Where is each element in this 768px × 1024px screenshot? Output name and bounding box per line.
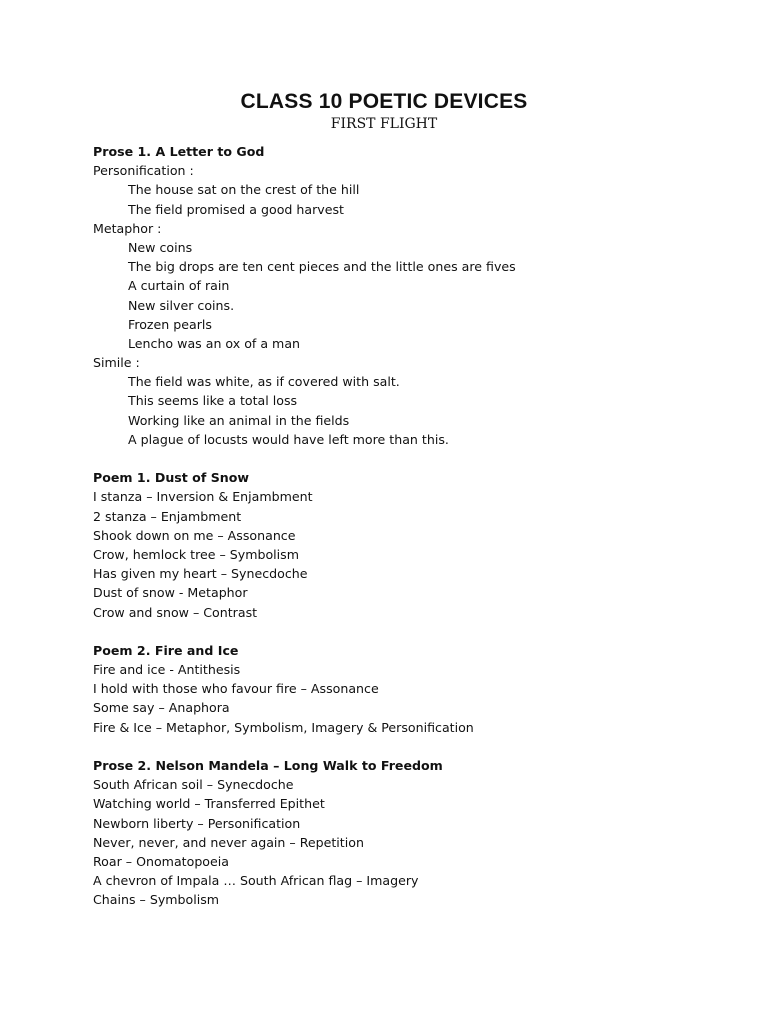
- list-item: Newborn liberty – Personification: [93, 815, 301, 831]
- page-subtitle: FIRST FLIGHT: [330, 116, 438, 132]
- list-item: Lencho was an ox of a man: [128, 335, 301, 351]
- list-item: Fire and ice - Antithesis: [93, 662, 241, 678]
- section-heading: Prose 2. Nelson Mandela – Long Walk to Freedom: [93, 758, 443, 773]
- group-label: Simile :: [93, 355, 140, 371]
- list-item: New silver coins.: [128, 297, 235, 313]
- list-item: The field was white, as if covered with salt.: [128, 374, 400, 390]
- page-title: CLASS 10 POETIC DEVICES: [240, 90, 528, 113]
- list-item: Shook down on me – Assonance: [93, 527, 296, 543]
- group-label: Personification :: [93, 163, 194, 179]
- list-item: Fire & Ice – Metaphor, Symbolism, Imagery & Personification: [93, 719, 474, 735]
- list-item: South African soil – Synecdoche: [93, 777, 294, 793]
- list-item: A plague of locusts would have left more than this.: [128, 431, 449, 447]
- list-item: Crow, hemlock tree – Symbolism: [93, 546, 300, 562]
- list-item: I hold with those who favour fire – Assonance: [93, 681, 379, 697]
- list-item: Frozen pearls: [128, 316, 212, 332]
- list-item: Working like an animal in the fields: [128, 412, 350, 428]
- section-spacer: [93, 449, 733, 468]
- list-item: Crow and snow – Contrast: [93, 604, 258, 620]
- list-item: Has given my heart – Synecdoche: [93, 566, 308, 582]
- list-item: The big drops are ten cent pieces and the little ones are fives: [128, 259, 516, 275]
- list-item: The house sat on the crest of the hill: [128, 182, 360, 198]
- section-heading: Prose 1. A Letter to God: [93, 144, 265, 159]
- list-item: Never, never, and never again – Repetition: [93, 834, 364, 850]
- list-item: This seems like a total loss: [128, 393, 298, 409]
- section-heading: Poem 2. Fire and Ice: [93, 642, 239, 658]
- section-spacer: [93, 737, 733, 756]
- list-item: The field promised a good harvest: [128, 201, 344, 217]
- section-spacer: [93, 622, 733, 641]
- list-item: I stanza – Inversion & Enjambment: [93, 489, 313, 505]
- group-label: Metaphor :: [93, 220, 162, 236]
- list-item: Roar – Onomatopoeia: [93, 853, 229, 869]
- list-item: Chains – Symbolism: [93, 892, 220, 908]
- list-item: New coins: [128, 239, 193, 255]
- list-item: Dust of snow - Metaphor: [93, 585, 248, 601]
- list-item: A chevron of Impala … South African flag – Imagery: [93, 873, 419, 889]
- list-item: Some say – Anaphora: [93, 700, 230, 716]
- list-item: Watching world – Transferred Epithet: [93, 796, 325, 812]
- list-item: A curtain of rain: [128, 278, 230, 294]
- list-item: 2 stanza – Enjambment: [93, 508, 242, 524]
- document-content: [93, 142, 733, 910]
- section-heading: Poem 1. Dust of Snow: [93, 470, 250, 486]
